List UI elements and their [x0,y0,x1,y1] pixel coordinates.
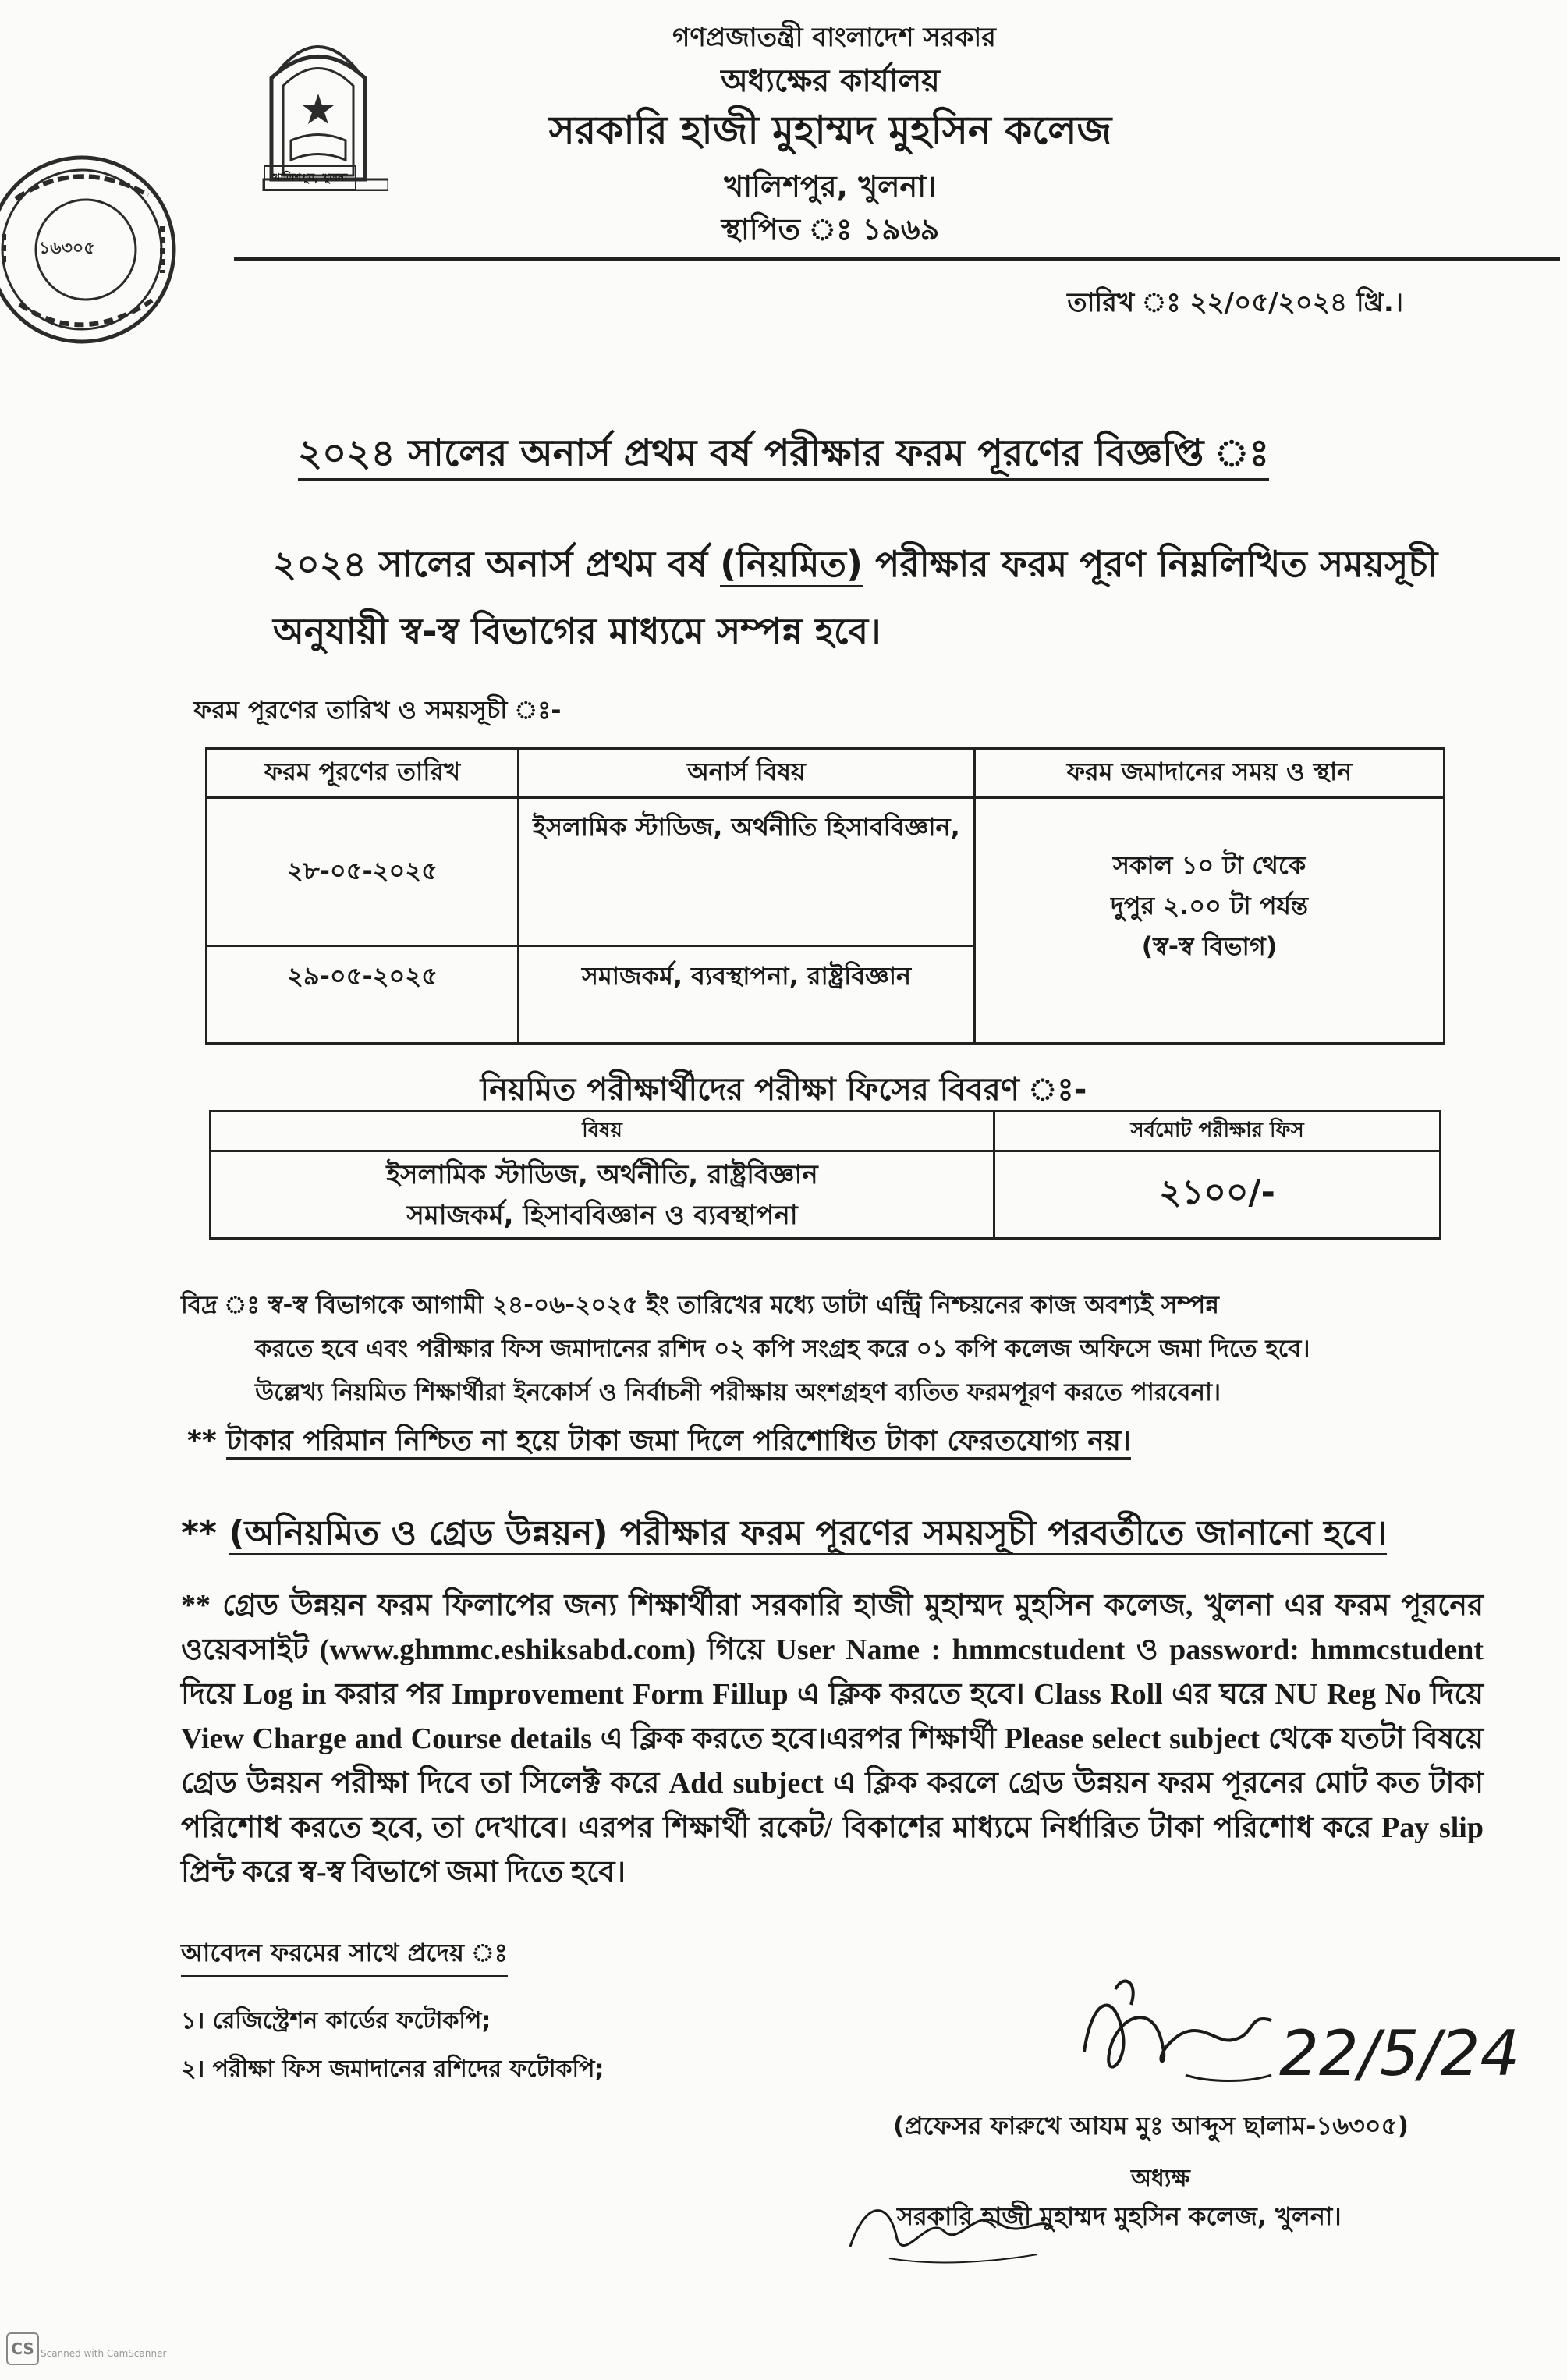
college-location: খালিশপুর, খুলনা। [724,169,937,204]
schedule-header-time-place: ফরম জমাদানের সময় ও স্থান [975,749,1445,798]
fee-header-subject: বিষয় [211,1112,994,1151]
initials-scribble [842,2184,1061,2270]
schedule-subjects-cell: ইসলামিক স্টাডিজ, অর্থনীতি হিসাববিজ্ঞান, [519,798,975,946]
irregular-note-text: (অনিয়মিত ও গ্রেড উন্নয়ন) পরীক্ষার ফরম পূরণের সময়সূচী পরবর্তীতে জানানো হবে। [229,1513,1387,1555]
schedule-time-place-cell [975,798,1445,1044]
note-line: করতে হবে এবং পরীক্ষার ফিস জমাদানের রশিদ ০২ কপি সংগ্রহ করে ০১ কপি কলেজ অফিসে জমা দিতে হবে। [255,1335,1310,1363]
notice-title-text: ২০২৪ সালের অনার্স প্রথম বর্ষ পরীক্ষার ফরম পূরণের বিজ্ঞপ্তি ঃ [298,431,1269,481]
intro-regular: (নিয়মিত) [720,543,863,587]
refund-note-stars: ** [187,1425,227,1457]
intro-paragraph [273,530,1443,665]
schedule-header-date: ফরম পূরণের তারিখ [207,749,519,798]
college-name: সরকারি হাজী মুহাম্মদ মুহসিন কলেজ [548,108,1112,153]
improvement-instructions: ** গ্রেড উন্নয়ন ফরম ফিলাপের জন্য শিক্ষার্থীরা সরকারি হাজী মুহাম্মদ মুহসিন কলেজ, খুলনা এর ফরম পূরনের ওয়েবসাইট (www.ghmmc.eshiksabd.com) গিয়ে User Name : hmmcstudent ও password: hmmcstudent দিয়ে Log in করার পর Improvement Form Fillup এ ক্লিক করতে হবে। Class Roll এর ঘরে NU Reg No দিয়ে View Charge and Course details এ ক্লিক করতে হবে।এরপর শিক্ষার্থী Please select subject থেকে যতটা বিষয়ে গ্রেড উন্নয়ন পরীক্ষা দিবে তা সিলেক্ট করে Add subject এ ক্লিক করলে গ্রেড উন্নয়ন ফরম পূরনের মোট কত টাকা পরিশোধ করতে হবে, তা দেখাবে। এরপর শিক্ষার্থী রকেট/ বিকাশের মাধ্যমে নির্ধারিত টাকা পরিশোধ করে Pay slip প্রিন্ট করে স্ব-স্ব বিভাগে জমা দিতে হবে। [181,1589,1484,1889]
fee-table [209,1110,1441,1240]
list-item: ২। পরীক্ষা ফিস জমাদানের রশিদের ফটোকপি; [181,2055,604,2083]
note-block [181,1283,1460,1414]
time-place-line: (স্ব-স্ব বিভাগ) [1141,931,1278,961]
camscanner-logo: CS [6,2332,39,2365]
schedule-date-cell: ২৮-০৫-২০২৫ [207,798,519,946]
attachments-list [181,1997,604,2094]
schedule-header-subject: অনার্স বিষয় [519,749,975,798]
fee-caption: নিয়মিত পরীক্ষার্থীদের পরীক্ষা ফিসের বিবরণ ঃ- [480,1072,1087,1108]
intro-part1: ২০২৪ সালের অনার্স প্রথম বর্ষ [273,543,721,585]
attachments-caption: আবেদন ফরমের সাথে প্রদেয় ঃ [181,1933,508,1977]
refund-note-text: টাকার পরিমান নিশ্চিত না হয়ে টাকা জমা দিলে পরিশোধিত টাকা ফেরতযোগ্য নয়। [226,1425,1131,1460]
office-name: অধ্যক্ষের কার্যালয় [721,63,940,99]
principal-institution: সরকারি হাজী মুহাম্মদ মুহসিন কলেজ, খুলনা। [897,2201,1342,2231]
fee-subjects-cell [211,1151,994,1239]
note-line: বিদ্র ঃ স্ব-স্ব বিভাগকে আগামী ২৪-০৬-২০২৫ ইং তারিখের মধ্যে ডাটা এন্ট্রি নিশ্চয়নের কাজ অবশ্যই সম্পন্ন [181,1291,1219,1319]
irregular-note [181,1507,1507,1564]
schedule-caption: ফরম পূরণের তারিখ ও সময়সূচী ঃ- [193,695,562,725]
established-year: স্থাপিত ঃ ১৯৬৯ [721,212,940,247]
fee-amount-cell: ২১০০/- [994,1151,1441,1239]
schedule-subjects-cell: সমাজকর্ম, ব্যবস্থাপনা, রাষ্ট্রবিজ্ঞান [519,946,975,1044]
fee-subjects-line: সমাজকর্ম, হিসাববিজ্ঞান ও ব্যবস্থাপনা [406,1199,798,1231]
irregular-note-stars: ** [181,1513,229,1553]
govt-name: গণপ্রজাতন্ত্রী বাংলাদেশ সরকার [672,22,996,53]
table-row [207,798,1445,946]
principal-signature [1069,1966,1521,2122]
schedule-table [205,747,1445,1045]
header-divider [234,257,1560,261]
refund-note [187,1420,1513,1467]
table-row [211,1151,1441,1239]
schedule-date-cell: ২৯-০৫-২০২৫ [207,946,519,1044]
note-line: উল্লেখ্য নিয়মিত শিক্ষার্থীরা ইনকোর্স ও নির্বাচনী পরীক্ষায় অংশগ্রহণ ব্যতিত ফরমপূরণ করতে পারবেনা। [255,1378,1221,1406]
principal-title: অধ্যক্ষ [1131,2165,1190,2192]
signature-date: 22/5/24 [1279,2017,1520,2090]
notice-title [0,425,1567,487]
notice-date: তারিখ ঃ ২২/০৫/২০২৪ খ্রি.। [1067,287,1403,318]
fee-subjects-line: ইসলামিক স্টাডিজ, অর্থনীতি, রাষ্ট্রবিজ্ঞান [386,1158,818,1190]
svg-text:১৬৩০৫: ১৬৩০৫ [39,239,95,258]
time-place-line: সকাল ১০ টা থেকে [1112,849,1306,880]
time-place-line: দুপুর ২.০০ টা পর্যন্ত [1110,890,1309,920]
list-item: ১। রেজিস্ট্রেশন কার্ডের ফটোকপি; [181,2007,491,2034]
intro-part2: পরীক্ষার ফরম পূরণ নিম্নলিখিত সময়সূচী অনুযায়ী স্ব-স্ব বিভাগের মাধ্যমে সম্পন্ন হবে। [273,543,1438,652]
principal-name: (প্রফেসর ফারুখে আযম মুঃ আব্দুস ছালাম-১৬৩০৫) [893,2111,1409,2141]
camscanner-watermark: Scanned with CamScanner [41,2348,167,2359]
logo-caption: খালিশপুর, খুলনা [264,165,356,190]
fee-header-amount: সর্বমোট পরীক্ষার ফিস [994,1112,1441,1151]
